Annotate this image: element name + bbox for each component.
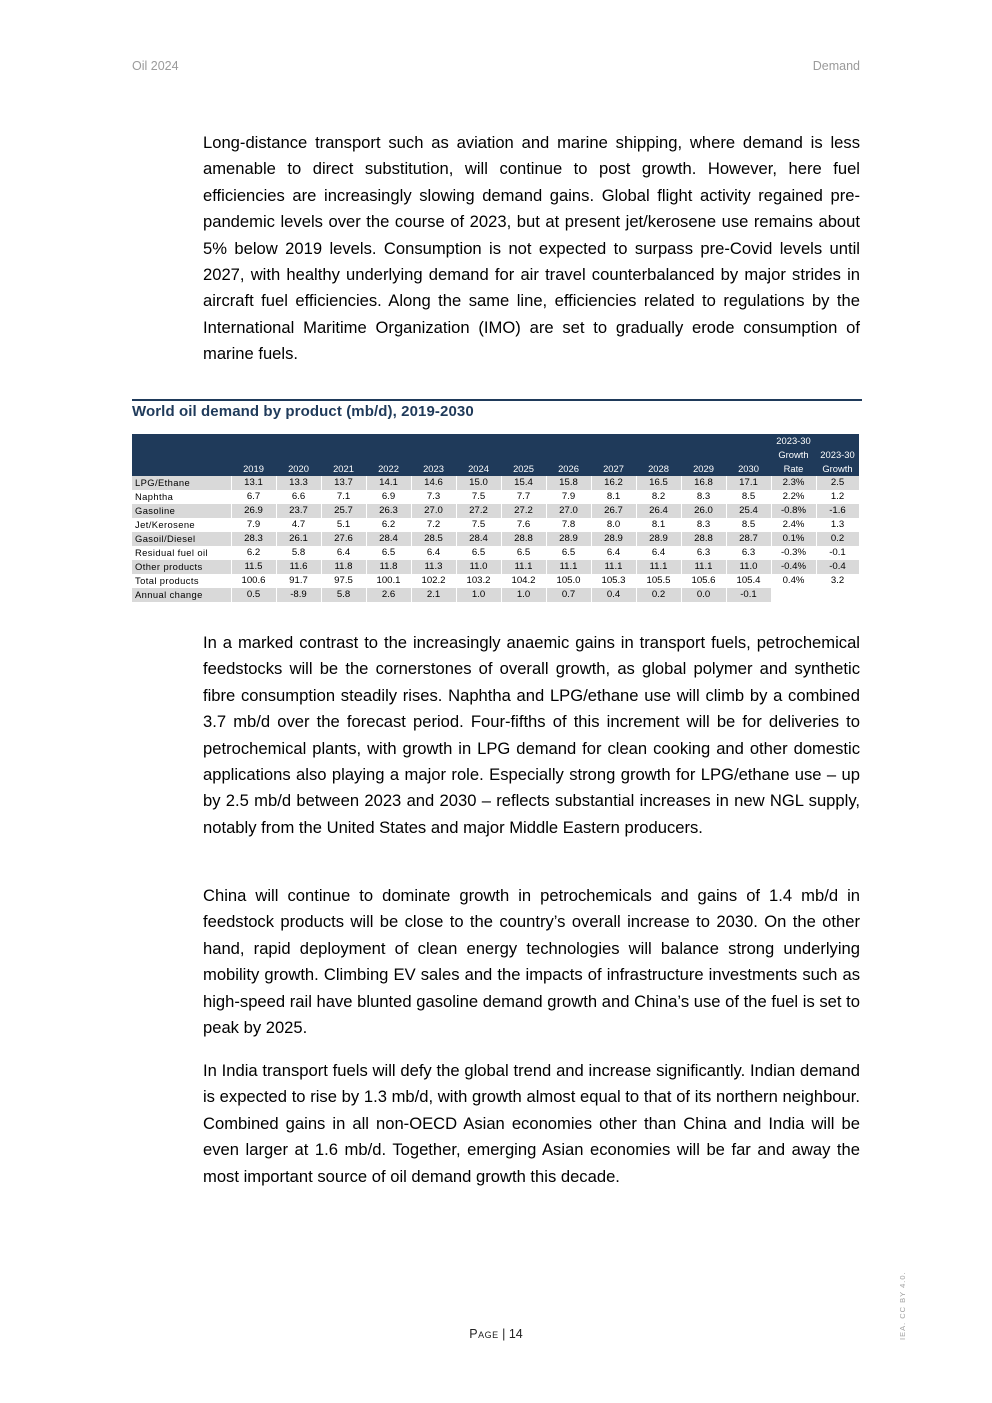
table-cell: 1.3 — [816, 518, 859, 532]
table-cell: 6.5 — [546, 546, 591, 560]
data-table — [132, 434, 860, 602]
table-cell: 6.3 — [681, 546, 726, 560]
table-cell: 26.9 — [231, 504, 276, 518]
body-paragraph: In a marked contrast to the increasingly anaemic gains in transport fuels, petrochemical feedstocks will be the cornerstones of overall growth, as global polymer and synthetic fibre consumption steadily rises. Naphtha and LPG/ethane use will climb by a combined 3.7 mb/d over the forecast period. Four-fifths of this increment will be for deliveries to petrochemical plants, with growth in LPG demand for clean cooking and other domestic applications also playing a major role. Especially strong growth for LPG/ethane use – up by 2.5 mb/d between 2023 and 2030 – reflects substantial increases in new NGL supply, notably from the United States and major Middle Eastern producers. — [203, 633, 860, 837]
table-cell: 97.5 — [321, 574, 366, 588]
column-header: 2029 — [681, 434, 726, 476]
table-cell: 11.1 — [636, 560, 681, 574]
row-label: Gasoline — [132, 504, 231, 518]
table-cell: 0.1% — [771, 532, 816, 546]
column-header: 2026 — [546, 434, 591, 476]
table-cell: 28.4 — [456, 532, 501, 546]
column-header: 2019 — [231, 434, 276, 476]
table-row — [132, 532, 859, 546]
table-cell: 15.4 — [501, 476, 546, 490]
table-cell: 2.3% — [771, 476, 816, 490]
table-cell: -0.8% — [771, 504, 816, 518]
table-cell: 105.0 — [546, 574, 591, 588]
table-cell: 7.9 — [231, 518, 276, 532]
table-cell: 103.2 — [456, 574, 501, 588]
table-cell: 28.9 — [636, 532, 681, 546]
table-cell: 5.8 — [321, 588, 366, 602]
row-label: Total products — [132, 574, 231, 588]
table-cell: 13.7 — [321, 476, 366, 490]
table-cell: 27.0 — [546, 504, 591, 518]
table-cell: 7.1 — [321, 490, 366, 504]
table-cell: -0.3% — [771, 546, 816, 560]
table-cell: -0.1 — [726, 588, 771, 602]
body-paragraph: Long-distance transport such as aviation and marine shipping, where demand is less amenable to direct substitution, will continue to post growth. However, here fuel efficiencies are increasingly slowing demand gains. Global flight activity regained pre-pandemic levels over the course of 2023, but at present jet/kerosene use remains about 5% below 2019 levels. Consumption is not expected to surpass pre-Covid levels until 2027, with healthy underlying demand for air travel counterbalanced by major strides in aircraft fuel efficiencies. Along the same line, efficiencies related to regulations by the International Maritime Organization (IMO) are set to gradually erode consumption of marine fuels. — [203, 133, 860, 364]
table-cell: 7.3 — [411, 490, 456, 504]
table-cell: 5.1 — [321, 518, 366, 532]
table-cell: 8.3 — [681, 518, 726, 532]
table-cell: 6.5 — [501, 546, 546, 560]
table-cell: 6.2 — [231, 546, 276, 560]
table-cell: 8.1 — [591, 490, 636, 504]
row-label: Gasoil/Diesel — [132, 532, 231, 546]
table-cell: 11.1 — [501, 560, 546, 574]
table-cell: 27.2 — [456, 504, 501, 518]
table-cell: 14.1 — [366, 476, 411, 490]
column-header: 2021 — [321, 434, 366, 476]
table-cell: 28.9 — [591, 532, 636, 546]
body-paragraph: China will continue to dominate growth in petrochemicals and gains of 1.4 mb/d in feedstock products will be close to the country’s overall increase to 2030. On the other hand, rapid deployment of clean energy technologies will balance strong underlying mobility growth. Climbing EV sales and the impacts of infrastructure investments such as high-speed rail have blunted gasoline demand growth and China’s use of the fuel is set to peak by 2025. — [203, 886, 860, 1038]
table-cell: 11.1 — [591, 560, 636, 574]
page-label: Page — [469, 1327, 499, 1341]
table-cell: 1.0 — [456, 588, 501, 602]
table-cell: 11.6 — [276, 560, 321, 574]
table-cell: 28.8 — [501, 532, 546, 546]
table-cell: 16.8 — [681, 476, 726, 490]
table-cell: 7.7 — [501, 490, 546, 504]
table-cell: 26.0 — [681, 504, 726, 518]
table-cell: 7.6 — [501, 518, 546, 532]
row-label: Jet/Kerosene — [132, 518, 231, 532]
table-cell: 8.0 — [591, 518, 636, 532]
column-header: 2028 — [636, 434, 681, 476]
column-header: 2025 — [501, 434, 546, 476]
column-header: 2023 — [411, 434, 456, 476]
table-cell: 6.4 — [591, 546, 636, 560]
table-cell: 105.4 — [726, 574, 771, 588]
table-cell: 5.8 — [276, 546, 321, 560]
table-cell: 8.3 — [681, 490, 726, 504]
page-footer — [0, 1327, 992, 1341]
table-cell: 1.0 — [501, 588, 546, 602]
table-row — [132, 560, 859, 574]
table-cell: 6.3 — [726, 546, 771, 560]
table-row — [132, 504, 859, 518]
table-cell: 4.7 — [276, 518, 321, 532]
table-cell: 15.0 — [456, 476, 501, 490]
table-cell: 1.2 — [816, 490, 859, 504]
page-separator: | — [502, 1327, 509, 1341]
table-cell: -0.4 — [816, 560, 859, 574]
table-row — [132, 574, 859, 588]
table-cell: 14.6 — [411, 476, 456, 490]
table-cell: 15.8 — [546, 476, 591, 490]
table-cell: 26.1 — [276, 532, 321, 546]
table-cell: 28.5 — [411, 532, 456, 546]
row-label: LPG/Ethane — [132, 476, 231, 490]
table-cell: 0.4% — [771, 574, 816, 588]
table-cell: 7.5 — [456, 518, 501, 532]
table-cell: 28.3 — [231, 532, 276, 546]
table-cell: 6.4 — [411, 546, 456, 560]
body-paragraph: In India transport fuels will defy the global trend and increase significantly. Indian demand is expected to rise by 1.3 mb/d, with growth almost equal to that of its northern neighbour. Combined gains in all non-OECD Asian economies other than China and India will be even larger at 1.6 mb/d. Together, emerging Asian economies will be far and away the most important source of oil demand growth this decade. — [203, 1061, 860, 1186]
row-label: Other products — [132, 560, 231, 574]
table-cell: 13.1 — [231, 476, 276, 490]
copyright-notice: IEA. CC BY 4.0. — [898, 1271, 907, 1340]
table-cell: 2.6 — [366, 588, 411, 602]
table-header-row — [132, 434, 859, 476]
oil-demand-table — [132, 434, 858, 602]
header-section-title: Demand — [812, 59, 860, 73]
table-cell: 8.5 — [726, 518, 771, 532]
column-header: 2023-30 Growth Rate — [771, 434, 816, 476]
table-cell: 0.2 — [636, 588, 681, 602]
table-cell: 17.1 — [726, 476, 771, 490]
table-row — [132, 476, 859, 490]
table-cell: 6.5 — [366, 546, 411, 560]
table-cell: 0.7 — [546, 588, 591, 602]
table-cell: 25.7 — [321, 504, 366, 518]
table-cell: 100.1 — [366, 574, 411, 588]
table-cell: 6.4 — [321, 546, 366, 560]
table-cell: 2.4% — [771, 518, 816, 532]
table-cell: 11.0 — [456, 560, 501, 574]
table-row — [132, 588, 859, 602]
row-label: Naphtha — [132, 490, 231, 504]
table-cell: 26.7 — [591, 504, 636, 518]
table-cell: 8.5 — [726, 490, 771, 504]
row-label: Residual fuel oil — [132, 546, 231, 560]
table-cell: 105.3 — [591, 574, 636, 588]
table-row — [132, 518, 859, 532]
header-report-title: Oil 2024 — [132, 59, 179, 73]
table-cell: 28.8 — [681, 532, 726, 546]
table-cell: 16.5 — [636, 476, 681, 490]
table-cell: 23.7 — [276, 504, 321, 518]
table-cell: 28.9 — [546, 532, 591, 546]
table-cell — [771, 588, 816, 602]
table-cell: 7.5 — [456, 490, 501, 504]
table-row — [132, 490, 859, 504]
table-cell: 7.8 — [546, 518, 591, 532]
table-cell: 11.8 — [321, 560, 366, 574]
table-cell: 13.3 — [276, 476, 321, 490]
column-header: 2030 — [726, 434, 771, 476]
table-cell: 0.0 — [681, 588, 726, 602]
table-cell: 6.6 — [276, 490, 321, 504]
table-cell: -8.9 — [276, 588, 321, 602]
table-cell: -0.1 — [816, 546, 859, 560]
table-cell: 26.3 — [366, 504, 411, 518]
table-cell: 6.4 — [636, 546, 681, 560]
table-cell: 28.4 — [366, 532, 411, 546]
table-cell: 0.2 — [816, 532, 859, 546]
table-cell: 26.4 — [636, 504, 681, 518]
table-cell: 102.2 — [411, 574, 456, 588]
table-cell: 8.1 — [636, 518, 681, 532]
table-cell: 27.6 — [321, 532, 366, 546]
table-cell: 91.7 — [276, 574, 321, 588]
table-cell: 100.6 — [231, 574, 276, 588]
table-cell: -1.6 — [816, 504, 859, 518]
table-cell: 105.5 — [636, 574, 681, 588]
column-header: 2023-30 Growth — [816, 434, 859, 476]
header-cell-blank — [132, 434, 231, 476]
table-cell: 7.9 — [546, 490, 591, 504]
table-cell: 11.5 — [231, 560, 276, 574]
table-cell: 27.2 — [501, 504, 546, 518]
table-cell: 11.1 — [546, 560, 591, 574]
table-row — [132, 546, 859, 560]
table-cell: 0.4 — [591, 588, 636, 602]
table-cell: 2.5 — [816, 476, 859, 490]
table-cell: 7.2 — [411, 518, 456, 532]
column-header: 2022 — [366, 434, 411, 476]
table-cell — [816, 588, 859, 602]
table-cell: 27.0 — [411, 504, 456, 518]
table-cell: 6.2 — [366, 518, 411, 532]
column-header: 2020 — [276, 434, 321, 476]
table-cell: 0.5 — [231, 588, 276, 602]
table-cell: 104.2 — [501, 574, 546, 588]
table-cell: 28.7 — [726, 532, 771, 546]
table-cell: 105.6 — [681, 574, 726, 588]
table-cell: 3.2 — [816, 574, 859, 588]
column-header: 2024 — [456, 434, 501, 476]
row-label: Annual change — [132, 588, 231, 602]
table-cell: 11.1 — [681, 560, 726, 574]
table-cell: 16.2 — [591, 476, 636, 490]
table-cell: 6.7 — [231, 490, 276, 504]
column-header: 2027 — [591, 434, 636, 476]
table-cell: 2.1 — [411, 588, 456, 602]
table-title: World oil demand by product (mb/d), 2019-2030 — [132, 399, 862, 420]
table-cell: 11.3 — [411, 560, 456, 574]
table-cell: -0.4% — [771, 560, 816, 574]
table-cell: 8.2 — [636, 490, 681, 504]
table-cell: 2.2% — [771, 490, 816, 504]
table-cell: 6.5 — [456, 546, 501, 560]
table-cell: 6.9 — [366, 490, 411, 504]
page-number: 14 — [508, 1327, 523, 1341]
table-cell: 11.8 — [366, 560, 411, 574]
table-cell: 11.0 — [726, 560, 771, 574]
table-cell: 25.4 — [726, 504, 771, 518]
